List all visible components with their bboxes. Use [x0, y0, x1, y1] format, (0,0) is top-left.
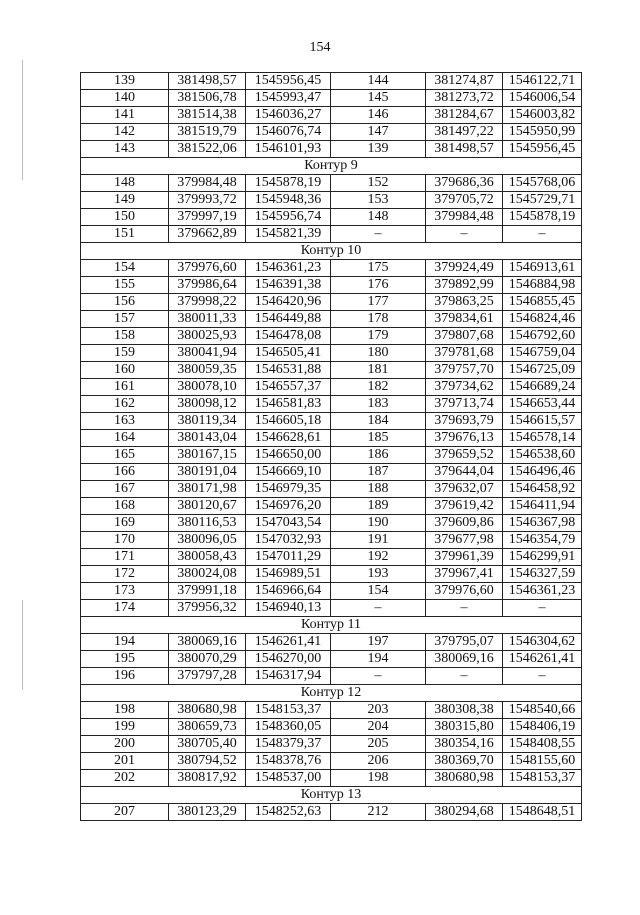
contour-header-row — [81, 787, 582, 804]
x-coordinate-cell: 380025,93 — [169, 328, 246, 345]
y-coordinate-cell: 1546261,41 — [503, 651, 582, 668]
table-row — [81, 498, 582, 515]
table-row — [81, 583, 582, 600]
point-id-cell: 144 — [331, 73, 426, 90]
contour-title: Контур 9 — [81, 158, 582, 175]
y-coordinate-cell: 1546449,88 — [246, 311, 331, 328]
point-id-cell: 187 — [331, 464, 426, 481]
x-coordinate-cell: 380705,40 — [169, 736, 246, 753]
y-coordinate-cell: 1546391,38 — [246, 277, 331, 294]
contour-header-row — [81, 685, 582, 702]
table-row — [81, 600, 582, 617]
x-coordinate-cell: 379757,70 — [426, 362, 503, 379]
point-id-cell: 207 — [81, 804, 169, 821]
x-coordinate-cell: 380024,08 — [169, 566, 246, 583]
x-coordinate-cell: 380120,67 — [169, 498, 246, 515]
x-coordinate-cell: 380354,16 — [426, 736, 503, 753]
point-id-cell: 150 — [81, 209, 169, 226]
y-coordinate-cell: 1546361,23 — [503, 583, 582, 600]
x-coordinate-cell: 381284,67 — [426, 107, 503, 124]
y-coordinate-cell: 1546615,57 — [503, 413, 582, 430]
x-coordinate-cell: 380308,38 — [426, 702, 503, 719]
point-id-cell: 176 — [331, 277, 426, 294]
x-coordinate-cell: 381274,87 — [426, 73, 503, 90]
y-coordinate-cell: 1545878,19 — [246, 175, 331, 192]
x-coordinate-cell: 380069,16 — [426, 651, 503, 668]
x-coordinate-cell: 379795,07 — [426, 634, 503, 651]
contour-title: Контур 11 — [81, 617, 582, 634]
x-coordinate-cell: 379997,19 — [169, 209, 246, 226]
y-coordinate-cell: 1546367,98 — [503, 515, 582, 532]
x-coordinate-cell: 379991,18 — [169, 583, 246, 600]
x-coordinate-cell: 379834,61 — [426, 311, 503, 328]
y-coordinate-cell: 1546989,51 — [246, 566, 331, 583]
y-coordinate-cell: 1548153,37 — [503, 770, 582, 787]
point-id-cell: 168 — [81, 498, 169, 515]
x-coordinate-cell: 381273,72 — [426, 90, 503, 107]
point-id-cell: 194 — [81, 634, 169, 651]
y-coordinate-cell: 1548378,76 — [246, 753, 331, 770]
table-row — [81, 532, 582, 549]
point-id-cell: 202 — [81, 770, 169, 787]
point-id-cell: 171 — [81, 549, 169, 566]
table-row — [81, 430, 582, 447]
coordinates-table — [80, 72, 582, 821]
y-coordinate-cell: – — [503, 226, 582, 243]
y-coordinate-cell: 1546979,35 — [246, 481, 331, 498]
table-row — [81, 379, 582, 396]
table-row — [81, 396, 582, 413]
x-coordinate-cell: 380659,73 — [169, 719, 246, 736]
table-row — [81, 804, 582, 821]
point-id-cell: 157 — [81, 311, 169, 328]
y-coordinate-cell: 1545821,39 — [246, 226, 331, 243]
point-id-cell: 149 — [81, 192, 169, 209]
point-id-cell: 145 — [331, 90, 426, 107]
x-coordinate-cell: 381498,57 — [169, 73, 246, 90]
x-coordinate-cell: 379713,74 — [426, 396, 503, 413]
x-coordinate-cell: 381497,22 — [426, 124, 503, 141]
x-coordinate-cell: 381506,78 — [169, 90, 246, 107]
x-coordinate-cell: 379619,42 — [426, 498, 503, 515]
point-id-cell: 194 — [331, 651, 426, 668]
y-coordinate-cell: 1545956,45 — [246, 73, 331, 90]
x-coordinate-cell: 379924,49 — [426, 260, 503, 277]
y-coordinate-cell: 1546650,00 — [246, 447, 331, 464]
x-coordinate-cell: 380315,80 — [426, 719, 503, 736]
x-coordinate-cell: 380069,16 — [169, 634, 246, 651]
y-coordinate-cell: 1546759,04 — [503, 345, 582, 362]
point-id-cell: 179 — [331, 328, 426, 345]
y-coordinate-cell: 1548540,66 — [503, 702, 582, 719]
point-id-cell: 141 — [81, 107, 169, 124]
point-id-cell: 183 — [331, 396, 426, 413]
y-coordinate-cell: 1546976,20 — [246, 498, 331, 515]
point-id-cell: 155 — [81, 277, 169, 294]
y-coordinate-cell: 1546496,46 — [503, 464, 582, 481]
x-coordinate-cell: 379863,25 — [426, 294, 503, 311]
y-coordinate-cell: 1546689,24 — [503, 379, 582, 396]
table-row — [81, 192, 582, 209]
x-coordinate-cell: 379967,41 — [426, 566, 503, 583]
point-id-cell: 177 — [331, 294, 426, 311]
y-coordinate-cell: 1545993,47 — [246, 90, 331, 107]
point-id-cell: 193 — [331, 566, 426, 583]
point-id-cell: 192 — [331, 549, 426, 566]
y-coordinate-cell: 1546304,62 — [503, 634, 582, 651]
table-row — [81, 107, 582, 124]
y-coordinate-cell: 1546270,00 — [246, 651, 331, 668]
contour-title: Контур 10 — [81, 243, 582, 260]
table-row — [81, 651, 582, 668]
x-coordinate-cell: 379705,72 — [426, 192, 503, 209]
point-id-cell: 195 — [81, 651, 169, 668]
y-coordinate-cell: 1546261,41 — [246, 634, 331, 651]
y-coordinate-cell: 1546122,71 — [503, 73, 582, 90]
table-row — [81, 736, 582, 753]
point-id-cell: 166 — [81, 464, 169, 481]
contour-header-row — [81, 243, 582, 260]
y-coordinate-cell: 1545956,45 — [503, 141, 582, 158]
y-coordinate-cell: 1546101,93 — [246, 141, 331, 158]
y-coordinate-cell: – — [503, 668, 582, 685]
point-id-cell: 143 — [81, 141, 169, 158]
x-coordinate-cell: 380116,53 — [169, 515, 246, 532]
y-coordinate-cell: 1548153,37 — [246, 702, 331, 719]
y-coordinate-cell: 1546824,46 — [503, 311, 582, 328]
table-row — [81, 770, 582, 787]
y-coordinate-cell: 1546478,08 — [246, 328, 331, 345]
y-coordinate-cell: 1546411,94 — [503, 498, 582, 515]
contour-title: Контур 13 — [81, 787, 582, 804]
point-id-cell: 146 — [331, 107, 426, 124]
y-coordinate-cell: 1546578,14 — [503, 430, 582, 447]
y-coordinate-cell: 1545768,06 — [503, 175, 582, 192]
x-coordinate-cell: – — [426, 668, 503, 685]
point-id-cell: 173 — [81, 583, 169, 600]
y-coordinate-cell: 1546605,18 — [246, 413, 331, 430]
x-coordinate-cell: 380059,35 — [169, 362, 246, 379]
table-row — [81, 549, 582, 566]
point-id-cell: 139 — [331, 141, 426, 158]
point-id-cell: 165 — [81, 447, 169, 464]
table-row — [81, 209, 582, 226]
point-id-cell: – — [331, 668, 426, 685]
y-coordinate-cell: 1548155,60 — [503, 753, 582, 770]
x-coordinate-cell: 379797,28 — [169, 668, 246, 685]
x-coordinate-cell: 381514,38 — [169, 107, 246, 124]
point-id-cell: 154 — [331, 583, 426, 600]
table-row — [81, 413, 582, 430]
point-id-cell: 212 — [331, 804, 426, 821]
y-coordinate-cell: 1546361,23 — [246, 260, 331, 277]
table-row — [81, 311, 582, 328]
y-coordinate-cell: 1546003,82 — [503, 107, 582, 124]
table-row — [81, 464, 582, 481]
table-row — [81, 73, 582, 90]
y-coordinate-cell: 1548379,37 — [246, 736, 331, 753]
point-id-cell: 161 — [81, 379, 169, 396]
x-coordinate-cell: 379976,60 — [169, 260, 246, 277]
point-id-cell: 169 — [81, 515, 169, 532]
x-coordinate-cell: 380119,34 — [169, 413, 246, 430]
point-id-cell: 148 — [81, 175, 169, 192]
x-coordinate-cell: – — [426, 226, 503, 243]
y-coordinate-cell: 1545948,36 — [246, 192, 331, 209]
y-coordinate-cell: – — [503, 600, 582, 617]
point-id-cell: 181 — [331, 362, 426, 379]
contour-title: Контур 12 — [81, 685, 582, 702]
y-coordinate-cell: 1546006,54 — [503, 90, 582, 107]
y-coordinate-cell: 1546884,98 — [503, 277, 582, 294]
y-coordinate-cell: 1548408,55 — [503, 736, 582, 753]
x-coordinate-cell: 380680,98 — [169, 702, 246, 719]
x-coordinate-cell: 380096,05 — [169, 532, 246, 549]
point-id-cell: 197 — [331, 634, 426, 651]
x-coordinate-cell: 379693,79 — [426, 413, 503, 430]
y-coordinate-cell: 1547032,93 — [246, 532, 331, 549]
page-number: 154 — [309, 40, 331, 55]
point-id-cell: 140 — [81, 90, 169, 107]
y-coordinate-cell: 1546327,59 — [503, 566, 582, 583]
point-id-cell: – — [331, 600, 426, 617]
point-id-cell: – — [331, 226, 426, 243]
point-id-cell: 203 — [331, 702, 426, 719]
x-coordinate-cell: 379632,07 — [426, 481, 503, 498]
point-id-cell: 185 — [331, 430, 426, 447]
point-id-cell: 184 — [331, 413, 426, 430]
x-coordinate-cell: 379961,39 — [426, 549, 503, 566]
x-coordinate-cell: 380167,15 — [169, 447, 246, 464]
x-coordinate-cell: 380817,92 — [169, 770, 246, 787]
x-coordinate-cell: 380794,52 — [169, 753, 246, 770]
point-id-cell: 206 — [331, 753, 426, 770]
x-coordinate-cell: 379892,99 — [426, 277, 503, 294]
y-coordinate-cell: 1548252,63 — [246, 804, 331, 821]
table-row — [81, 175, 582, 192]
point-id-cell: 151 — [81, 226, 169, 243]
y-coordinate-cell: 1546317,94 — [246, 668, 331, 685]
x-coordinate-cell: 379984,48 — [169, 175, 246, 192]
point-id-cell: 142 — [81, 124, 169, 141]
table-row — [81, 447, 582, 464]
x-coordinate-cell: 380143,04 — [169, 430, 246, 447]
scan-edge-line — [22, 60, 23, 180]
table-row — [81, 328, 582, 345]
point-id-cell: 160 — [81, 362, 169, 379]
x-coordinate-cell: 381522,06 — [169, 141, 246, 158]
point-id-cell: 198 — [81, 702, 169, 719]
y-coordinate-cell: 1546505,41 — [246, 345, 331, 362]
point-id-cell: 189 — [331, 498, 426, 515]
x-coordinate-cell: 379976,60 — [426, 583, 503, 600]
x-coordinate-cell: 381498,57 — [426, 141, 503, 158]
y-coordinate-cell: 1548406,19 — [503, 719, 582, 736]
point-id-cell: 180 — [331, 345, 426, 362]
table-row — [81, 362, 582, 379]
x-coordinate-cell: 379993,72 — [169, 192, 246, 209]
y-coordinate-cell: 1546354,79 — [503, 532, 582, 549]
x-coordinate-cell: 379676,13 — [426, 430, 503, 447]
y-coordinate-cell: 1545729,71 — [503, 192, 582, 209]
y-coordinate-cell: 1546076,74 — [246, 124, 331, 141]
x-coordinate-cell: 380680,98 — [426, 770, 503, 787]
y-coordinate-cell: 1546531,88 — [246, 362, 331, 379]
x-coordinate-cell: 379677,98 — [426, 532, 503, 549]
x-coordinate-cell: 380369,70 — [426, 753, 503, 770]
y-coordinate-cell: 1546557,37 — [246, 379, 331, 396]
y-coordinate-cell: 1547043,54 — [246, 515, 331, 532]
table-row — [81, 260, 582, 277]
point-id-cell: 153 — [331, 192, 426, 209]
scan-edge-line — [22, 600, 23, 690]
x-coordinate-cell: 379984,48 — [426, 209, 503, 226]
x-coordinate-cell: 379644,04 — [426, 464, 503, 481]
contour-header-row — [81, 158, 582, 175]
x-coordinate-cell: 380041,94 — [169, 345, 246, 362]
table-row — [81, 226, 582, 243]
point-id-cell: 154 — [81, 260, 169, 277]
y-coordinate-cell: 1546966,64 — [246, 583, 331, 600]
x-coordinate-cell: 380098,12 — [169, 396, 246, 413]
point-id-cell: 148 — [331, 209, 426, 226]
x-coordinate-cell: 380294,68 — [426, 804, 503, 821]
table-row — [81, 277, 582, 294]
table-row — [81, 124, 582, 141]
x-coordinate-cell: 380058,43 — [169, 549, 246, 566]
y-coordinate-cell: 1546653,44 — [503, 396, 582, 413]
y-coordinate-cell: 1545950,99 — [503, 124, 582, 141]
table-row — [81, 566, 582, 583]
table-row — [81, 515, 582, 532]
table-row — [81, 753, 582, 770]
x-coordinate-cell: 380011,33 — [169, 311, 246, 328]
y-coordinate-cell: 1546940,13 — [246, 600, 331, 617]
point-id-cell: 164 — [81, 430, 169, 447]
y-coordinate-cell: 1546458,92 — [503, 481, 582, 498]
y-coordinate-cell: 1546581,83 — [246, 396, 331, 413]
x-coordinate-cell: 379686,36 — [426, 175, 503, 192]
point-id-cell: 178 — [331, 311, 426, 328]
x-coordinate-cell: 380191,04 — [169, 464, 246, 481]
point-id-cell: 167 — [81, 481, 169, 498]
table-row — [81, 141, 582, 158]
point-id-cell: 162 — [81, 396, 169, 413]
point-id-cell: 163 — [81, 413, 169, 430]
y-coordinate-cell: 1548648,51 — [503, 804, 582, 821]
y-coordinate-cell: 1546725,09 — [503, 362, 582, 379]
x-coordinate-cell: 380078,10 — [169, 379, 246, 396]
point-id-cell: 205 — [331, 736, 426, 753]
point-id-cell: 204 — [331, 719, 426, 736]
point-id-cell: 174 — [81, 600, 169, 617]
x-coordinate-cell: 379986,64 — [169, 277, 246, 294]
table-row — [81, 481, 582, 498]
table-row — [81, 294, 582, 311]
contour-header-row — [81, 617, 582, 634]
x-coordinate-cell: 380171,98 — [169, 481, 246, 498]
point-id-cell: 172 — [81, 566, 169, 583]
point-id-cell: 188 — [331, 481, 426, 498]
x-coordinate-cell: 379807,68 — [426, 328, 503, 345]
table-row — [81, 719, 582, 736]
y-coordinate-cell: 1548537,00 — [246, 770, 331, 787]
point-id-cell: 152 — [331, 175, 426, 192]
y-coordinate-cell: 1545956,74 — [246, 209, 331, 226]
x-coordinate-cell: 379662,89 — [169, 226, 246, 243]
x-coordinate-cell: – — [426, 600, 503, 617]
point-id-cell: 196 — [81, 668, 169, 685]
y-coordinate-cell: 1548360,05 — [246, 719, 331, 736]
y-coordinate-cell: 1546299,91 — [503, 549, 582, 566]
point-id-cell: 159 — [81, 345, 169, 362]
point-id-cell: 200 — [81, 736, 169, 753]
point-id-cell: 182 — [331, 379, 426, 396]
y-coordinate-cell: 1546913,61 — [503, 260, 582, 277]
table-row — [81, 90, 582, 107]
y-coordinate-cell: 1546538,60 — [503, 447, 582, 464]
point-id-cell: 191 — [331, 532, 426, 549]
y-coordinate-cell: 1547011,29 — [246, 549, 331, 566]
point-id-cell: 139 — [81, 73, 169, 90]
point-id-cell: 186 — [331, 447, 426, 464]
table-row — [81, 668, 582, 685]
point-id-cell: 198 — [331, 770, 426, 787]
table-row — [81, 634, 582, 651]
y-coordinate-cell: 1546669,10 — [246, 464, 331, 481]
x-coordinate-cell: 379609,86 — [426, 515, 503, 532]
x-coordinate-cell: 379781,68 — [426, 345, 503, 362]
y-coordinate-cell: 1546420,96 — [246, 294, 331, 311]
point-id-cell: 199 — [81, 719, 169, 736]
x-coordinate-cell: 381519,79 — [169, 124, 246, 141]
y-coordinate-cell: 1546628,61 — [246, 430, 331, 447]
point-id-cell: 201 — [81, 753, 169, 770]
point-id-cell: 156 — [81, 294, 169, 311]
x-coordinate-cell: 380070,29 — [169, 651, 246, 668]
x-coordinate-cell: 380123,29 — [169, 804, 246, 821]
point-id-cell: 170 — [81, 532, 169, 549]
point-id-cell: 190 — [331, 515, 426, 532]
point-id-cell: 147 — [331, 124, 426, 141]
y-coordinate-cell: 1545878,19 — [503, 209, 582, 226]
x-coordinate-cell: 379998,22 — [169, 294, 246, 311]
y-coordinate-cell: 1546036,27 — [246, 107, 331, 124]
point-id-cell: 175 — [331, 260, 426, 277]
x-coordinate-cell: 379956,32 — [169, 600, 246, 617]
table-row — [81, 702, 582, 719]
x-coordinate-cell: 379659,52 — [426, 447, 503, 464]
point-id-cell: 158 — [81, 328, 169, 345]
y-coordinate-cell: 1546792,60 — [503, 328, 582, 345]
x-coordinate-cell: 379734,62 — [426, 379, 503, 396]
y-coordinate-cell: 1546855,45 — [503, 294, 582, 311]
table-row — [81, 345, 582, 362]
